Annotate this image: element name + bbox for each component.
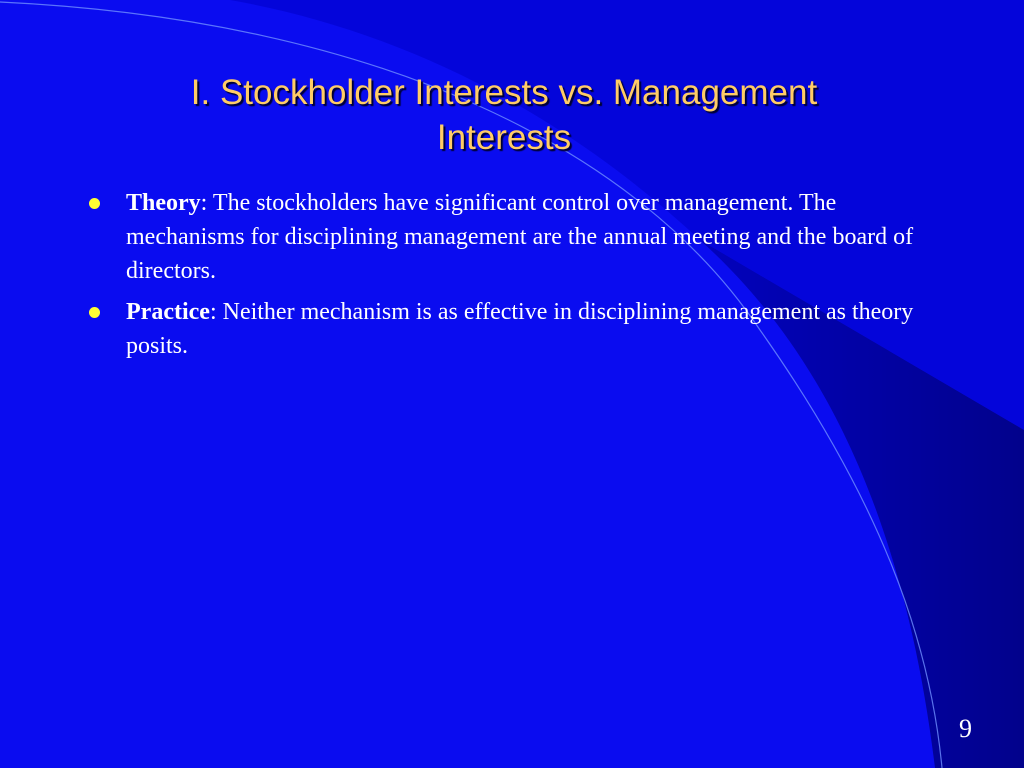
slide-title-line1: I. Stockholder Interests vs. Management (190, 73, 818, 112)
bullet-term: Theory (126, 190, 201, 216)
bullet-dot-icon (89, 198, 100, 209)
bullet-item-practice (86, 295, 936, 363)
page-number: 9 (959, 714, 972, 743)
bullet-text: : The stockholders have significant control over management. The mechanisms for disciplining management are the annual meeting and the board of directors. (126, 190, 914, 284)
bullet-list (86, 186, 936, 370)
bullet-term: Practice (126, 299, 210, 325)
bullet-dot-icon (89, 307, 100, 318)
bullet-text: : Neither mechanism is as effective in disciplining management as theory posits. (126, 299, 914, 359)
bullet-item-theory (86, 186, 936, 288)
slide-title (0, 70, 1008, 160)
slide-title-line2: Interests (436, 118, 572, 157)
